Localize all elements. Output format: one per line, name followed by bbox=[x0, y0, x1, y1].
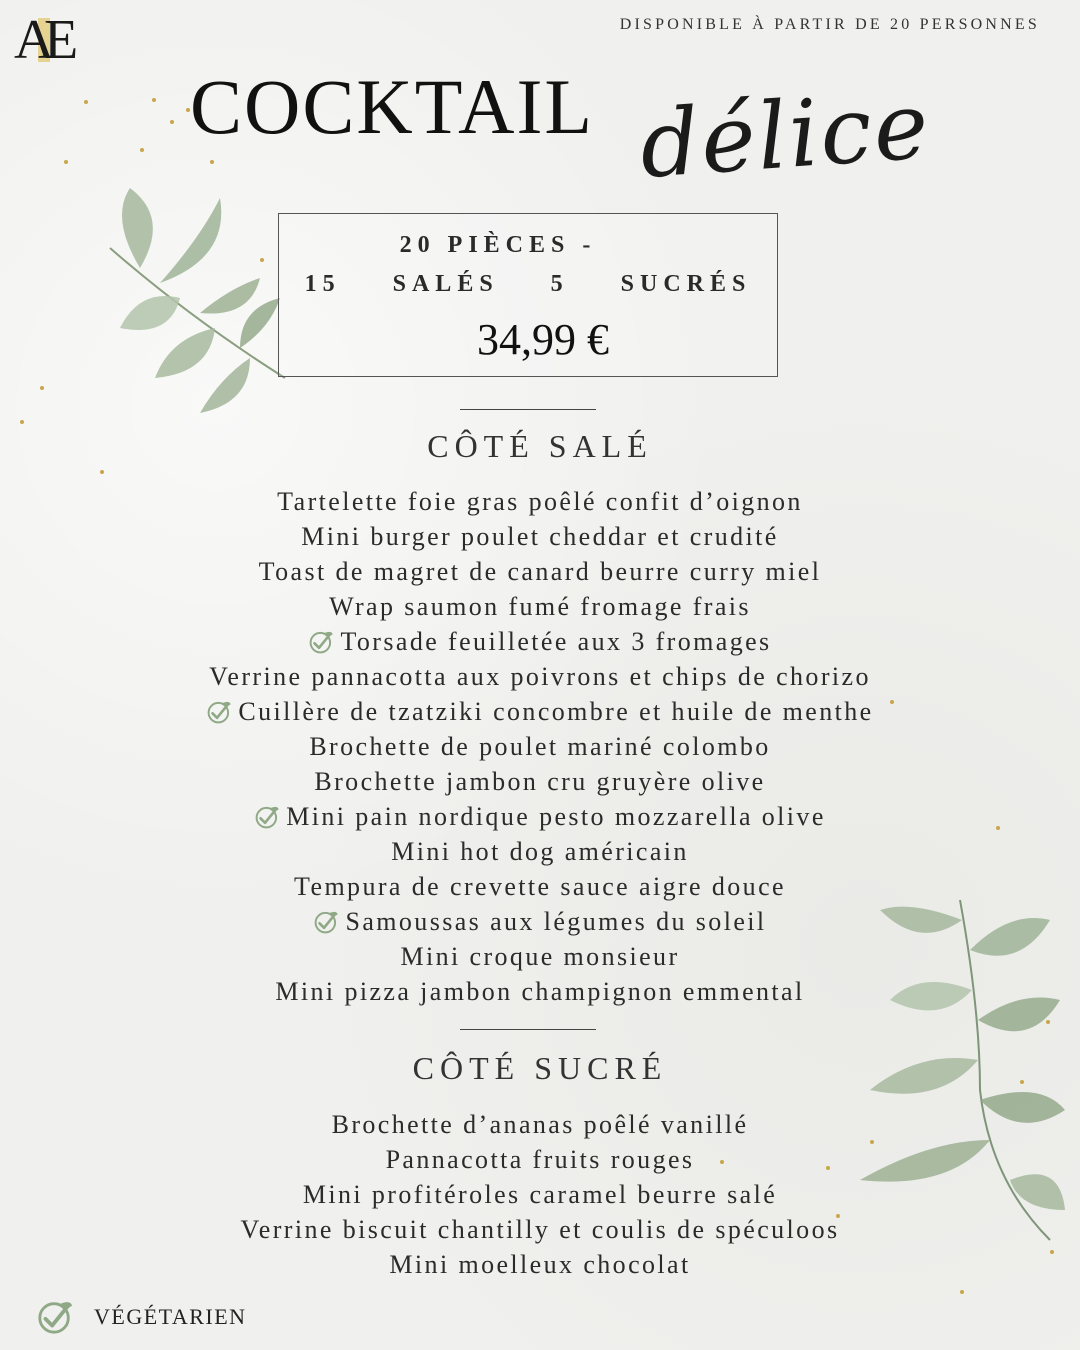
menu-item-label: Verrine biscuit chantilly et coulis de spéculoos bbox=[240, 1215, 840, 1244]
menu-item-label: Mini burger poulet cheddar et crudité bbox=[301, 522, 779, 551]
menu-item bbox=[0, 694, 1080, 729]
menu-item-label: Wrap saumon fumé fromage frais bbox=[329, 592, 751, 621]
menu-item-label: Tempura de crevette sauce aigre douce bbox=[294, 872, 786, 901]
divider bbox=[460, 409, 596, 410]
leaf-sprig-top-left bbox=[100, 178, 290, 418]
menu-item-label: Tartelette foie gras poêlé confit d’oignon bbox=[277, 487, 803, 516]
menu-item bbox=[0, 729, 1080, 764]
menu-item bbox=[0, 974, 1080, 1009]
menu-item-label: Torsade feuilletée aux 3 fromages bbox=[340, 627, 772, 656]
menu-item-label: Mini pain nordique pesto mozzarella olive bbox=[286, 802, 826, 831]
menu-item bbox=[0, 589, 1080, 624]
menu-item bbox=[0, 554, 1080, 589]
menu-item bbox=[0, 1212, 1080, 1247]
menu-item bbox=[0, 1142, 1080, 1177]
menu-item-label: Cuillère de tzatziki concombre et huile de menthe bbox=[238, 697, 874, 726]
logo-letter-a: A bbox=[14, 9, 41, 71]
vegetarian-check-icon bbox=[308, 629, 334, 655]
menu-item bbox=[0, 1177, 1080, 1212]
vegetarian-check-icon bbox=[313, 909, 339, 935]
availability-note: DISPONIBLE À PARTIR DE 20 PERSONNES bbox=[619, 16, 1040, 33]
menu-item-label: Mini moelleux chocolat bbox=[389, 1250, 691, 1279]
sale-menu-list bbox=[0, 484, 1080, 1009]
vegetarian-check-icon bbox=[206, 699, 232, 725]
menu-item-label: Pannacotta fruits rouges bbox=[385, 1145, 695, 1174]
menu-item bbox=[0, 869, 1080, 904]
offer-pieces-count: 20 PIÈCES - bbox=[399, 232, 597, 258]
menu-item-label: Toast de magret de canard beurre curry miel bbox=[258, 557, 822, 586]
menu-item bbox=[0, 484, 1080, 519]
offer-price: 34,99 € bbox=[477, 315, 609, 364]
divider bbox=[460, 1029, 596, 1030]
menu-item bbox=[0, 939, 1080, 974]
menu-item bbox=[0, 904, 1080, 939]
menu-item-label: Verrine pannacotta aux poivrons et chips de chorizo bbox=[209, 662, 871, 691]
menu-item-label: Mini croque monsieur bbox=[400, 942, 680, 971]
menu-item-label: Mini hot dog américain bbox=[391, 837, 689, 866]
offer-pieces bbox=[279, 232, 777, 298]
menu-item-label: Brochette de poulet mariné colombo bbox=[309, 732, 771, 761]
brand-logo bbox=[14, 8, 88, 71]
offer-box bbox=[278, 213, 778, 377]
vegetarian-check-icon bbox=[254, 804, 280, 830]
page-title: COCKTAIL bbox=[190, 63, 595, 150]
menu-item bbox=[0, 519, 1080, 554]
menu-item bbox=[0, 764, 1080, 799]
logo-letter-e: E bbox=[44, 9, 79, 71]
menu-item-label: Brochette d’ananas poêlé vanillé bbox=[331, 1110, 749, 1139]
section-title-sucre: CÔTÉ SUCRÉ bbox=[412, 1050, 668, 1086]
menu-item bbox=[0, 1107, 1080, 1142]
menu-item bbox=[0, 659, 1080, 694]
menu-item-label: Mini profitéroles caramel beurre salé bbox=[302, 1180, 778, 1209]
page-title-script: délice bbox=[636, 72, 934, 199]
menu-item-label: Samoussas aux légumes du soleil bbox=[345, 907, 767, 936]
legend-label: VÉGÉTARIEN bbox=[94, 1304, 247, 1329]
menu-item-label: Brochette jambon cru gruyère olive bbox=[314, 767, 766, 796]
sucre-menu-list bbox=[0, 1107, 1080, 1282]
offer-pieces-split: 15 SALÉS 5 SUCRÉS bbox=[304, 271, 752, 297]
menu-item bbox=[0, 834, 1080, 869]
section-title-sale: CÔTÉ SALÉ bbox=[427, 428, 653, 464]
menu-item bbox=[0, 624, 1080, 659]
menu-item bbox=[0, 1247, 1080, 1282]
menu-item bbox=[0, 799, 1080, 834]
menu-item-label: Mini pizza jambon champignon emmental bbox=[275, 977, 805, 1006]
vegetarian-legend bbox=[36, 1298, 247, 1336]
vegetarian-check-icon bbox=[36, 1298, 74, 1336]
